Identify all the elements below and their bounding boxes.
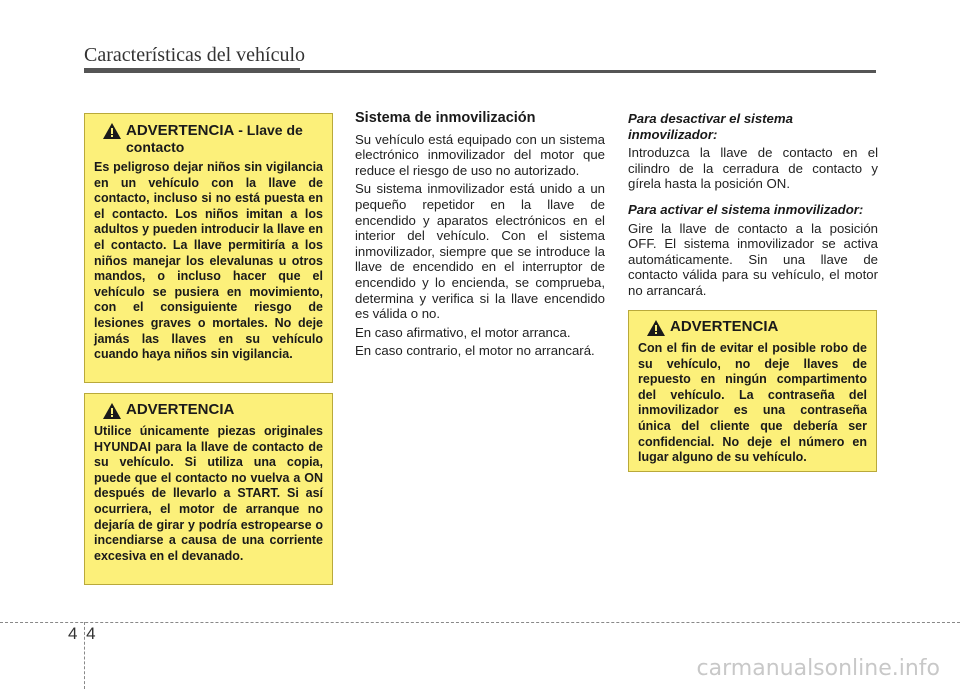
immobilizer-instructions	[628, 111, 878, 302]
warning-body: Es peligroso dejar niños sin vigilancia en un vehículo con la llave de contacto, incluso si no está puesta en el contacto. Los niños imitan a los adultos y pueden introducir la llave en el contacto. La llave permitiría a los niños manejar los elevalunas u otros mandos, o incluso hacer que el vehículo se pusiera en movimiento, con el consiguiente riesgo de lesiones graves o mortales. No deje jamás las llaves en su vehículo cuando haya niños sin vigilancia.	[94, 160, 323, 362]
watermark: carmanualsonline.info	[696, 656, 940, 681]
section-paragraph: Su sistema inmovilizador está unido a un pequeño repetidor en la llave de encendido y aparatos electrónicos en el interior del vehículo. Con el sistema inmovilizador, siempre que se introduce la llave de encendido en el interruptor de encendido y lo encienda, se comprueba, determina y verifica si la llave encendido es válida o no.	[355, 181, 605, 322]
activate-title: Para activar el sistema inmovilizador:	[628, 201, 864, 217]
warning-title: ADVERTENCIA	[126, 401, 235, 418]
warning-body: Utilice únicamente piezas originales HYUNDAI para la llave de contacto de su vehículo. Si utiliza una copia, puede que el contacto no vuelva a ON después de llevarlo a START. Si así ocurriera, el motor de arranque no dejaría de girar y podría estropearse o incendiarse a causa de una corriente excesiva en el devanado.	[94, 424, 323, 563]
section-paragraph: En caso contrario, el motor no arrancará.	[355, 343, 595, 359]
warning-title: ADVERTENCIA - Llave de contacto	[126, 122, 303, 155]
warning-header	[638, 319, 867, 337]
header-rule	[84, 70, 876, 73]
warning-triangle-icon	[646, 319, 666, 337]
warning-body: Con el fin de evitar el posible robo de su vehículo, no deje llaves de repuesto en ningún compartimento del vehículo. La contraseña del inmovilizador es una contraseña única del cliente que debería ser confidencial. No deje el número en lugar alguno de su vehículo.	[638, 341, 867, 465]
warning-box-original-parts	[84, 393, 333, 585]
warning-box-ignition-key	[84, 113, 333, 383]
deactivate-title: Para desactivar el sistema inmovilizador:	[628, 111, 793, 142]
warning-box-spare-keys	[628, 310, 877, 472]
deactivate-body: Introduzca la llave de contacto en el cilindro de la cerradura de contacto y gírela hasta la posición ON.	[628, 145, 878, 192]
immobilizer-section	[355, 111, 605, 362]
section-paragraph: En caso afirmativo, el motor arranca.	[355, 324, 571, 340]
warning-header	[94, 402, 323, 420]
warning-title: ADVERTENCIA	[670, 318, 779, 335]
warning-triangle-icon	[102, 122, 122, 140]
page-number: 4 4	[68, 624, 98, 643]
section-title: Sistema de inmovilización	[355, 110, 536, 126]
section-paragraph: Su vehículo está equipado con un sistema electrónico inmovilizador del motor que reduce el riesgo de uso no autorizado.	[355, 131, 605, 178]
footer-rule	[0, 622, 960, 623]
page-header-title: Características del vehículo	[84, 44, 306, 66]
activate-body: Gire la llave de contacto a la posición OFF. El sistema inmovilizador se activa automáticamente. Sin una llave de contacto válida para su vehículo, el motor no arrancará.	[628, 220, 878, 298]
warning-triangle-icon	[102, 402, 122, 420]
warning-header	[94, 122, 323, 156]
